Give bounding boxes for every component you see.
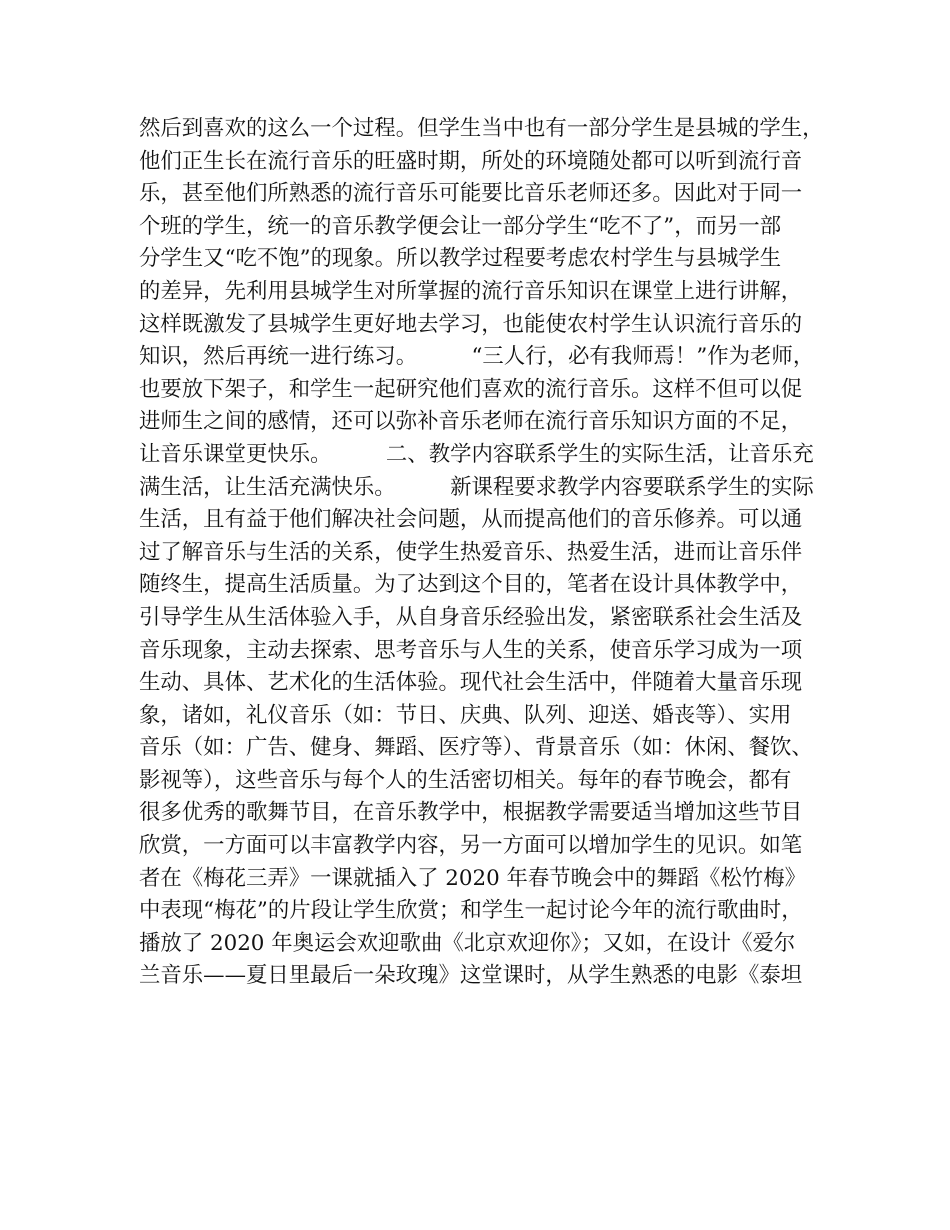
text-line-8: 知识，然后再统一进行练习。 “三人行，必有我师焉！”作为老师， [139,344,815,370]
text-line-15: 随终生，提高生活质量。为了达到这个目的，笔者在设计具体教学中， [139,572,803,598]
body-text [139,113,839,993]
text-line-13: 生活，且有益于他们解决社会问题，从而提高他们的音乐修养。可以通 [139,507,803,533]
text-line-10: 进师生之间的感情，还可以弥补音乐老师在流行音乐知识方面的不足， [139,409,803,435]
text-line-26: 播放了 2020 年奥运会欢迎歌曲《北京欢迎你》；又如，在设计《爱尔 [139,930,796,956]
text-line-3: 乐，甚至他们所熟悉的流行音乐可能要比音乐老师还多。因此对于同一 [139,181,803,207]
text-line-23: 欣赏，一方面可以丰富教学内容，另一方面可以增加学生的见识。如笔 [139,833,803,859]
text-line-17: 音乐现象，主动去探索、思考音乐与人生的关系，使音乐学习成为一项 [139,637,803,663]
text-line-12: 满生活，让生活充满快乐。 新课程要求教学内容要联系学生的实际 [139,474,814,500]
text-line-18: 生动、具体、艺术化的生活体验。现代社会生活中，伴随着大量音乐现 [139,670,803,696]
text-line-16: 引导学生从生活体验入手，从自身音乐经验出发，紧密联系社会生活及 [139,604,803,630]
text-line-7: 这样既激发了县城学生更好地去学习，也能使农村学生认识流行音乐的 [139,311,803,337]
text-line-24: 者在《梅花三弄》一课就插入了 2020 年春节晚会中的舞蹈《松竹梅》 [139,865,806,891]
text-line-1: 然后到喜欢的这么一个过程。但学生当中也有一部分学生是县城的学生， [139,116,824,141]
text-line-25: 中表现“梅花”的片段让学生欣赏；和学生一起讨论今年的流行歌曲时， [139,898,803,924]
text-line-14: 过了解音乐与生活的关系，使学生热爱音乐、热爱生活，进而让音乐伴 [139,539,803,565]
text-line-22: 很多优秀的歌舞节目，在音乐教学中，根据教学需要适当增加这些节目 [139,800,803,826]
text-line-2: 他们正生长在流行音乐的旺盛时期，所处的环境随处都可以听到流行音 [139,148,803,174]
text-line-19: 象，诸如，礼仪音乐（如：节日、庆典、队列、迎送、婚丧等）、实用 [139,702,792,728]
text-line-9: 也要放下架子，和学生一起研究他们喜欢的流行音乐。这样不但可以促 [139,376,803,402]
text-line-27: 兰音乐——夏日里最后一朵玫瑰》这堂课时，从学生熟悉的电影《泰坦 [139,963,803,989]
text-line-11: 让音乐课堂更快乐。 二、教学内容联系学生的实际生活，让音乐充 [139,441,814,467]
text-line-5: 分学生又“吃不饱”的现象。所以教学过程要考虑农村学生与县城学生 [139,246,782,272]
text-line-6: 的差异，先利用县城学生对所掌握的流行音乐知识在课堂上进行讲解， [139,278,803,304]
text-line-21: 影视等），这些音乐与每个人的生活密切相关。每年的春节晚会，都有 [139,767,792,793]
text-line-4: 个班的学生，统一的音乐教学便会让一部分学生“吃不了”，而另一部 [139,213,782,239]
text-line-20: 音乐（如：广告、健身、舞蹈、医疗等）、背景音乐（如：休闲、餐饮、 [139,735,813,761]
